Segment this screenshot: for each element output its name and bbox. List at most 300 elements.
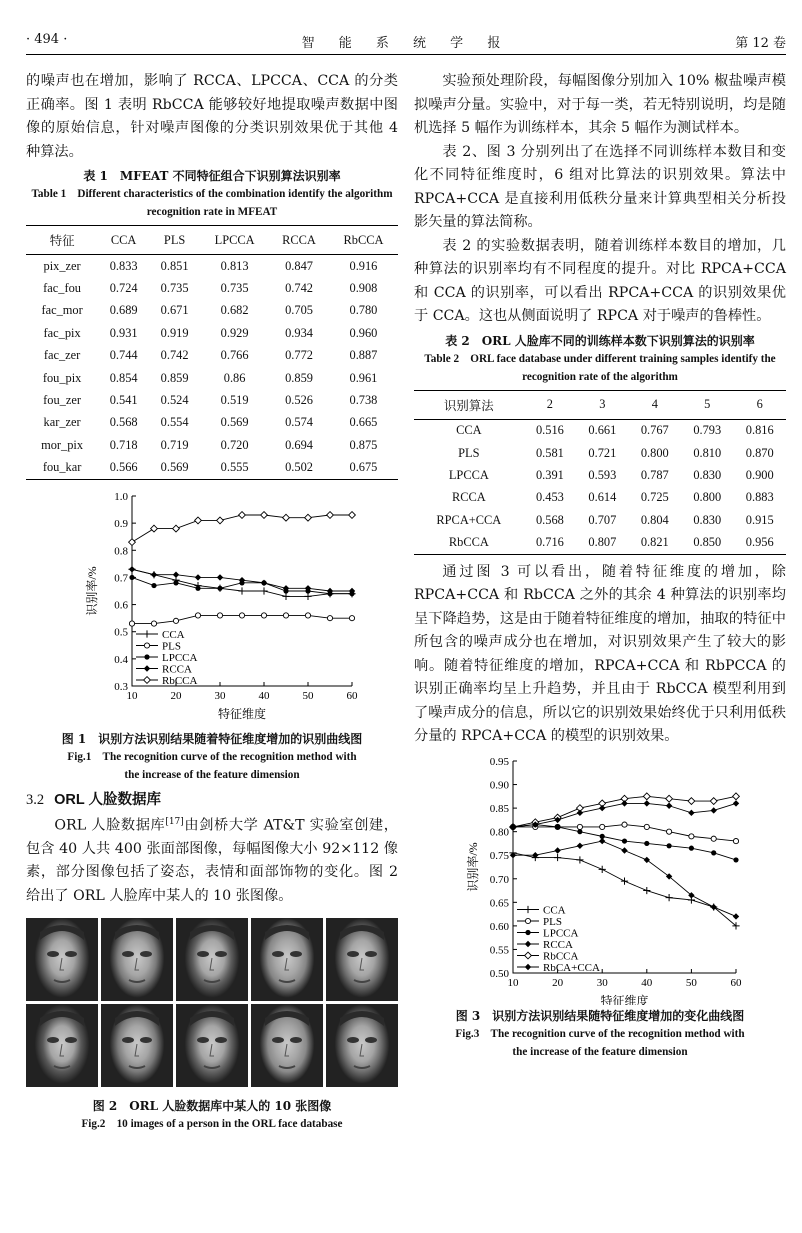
circle-marker xyxy=(239,613,244,618)
diamond-marker xyxy=(733,800,739,806)
table-cell: CCA xyxy=(456,423,482,438)
table-cell: 0.574 xyxy=(285,415,313,430)
table-cell: fou_zer xyxy=(43,392,81,407)
face-image xyxy=(176,918,248,1001)
table-cell: 0.719 xyxy=(160,437,189,452)
table-cell: kar_zer xyxy=(43,415,81,430)
legend-label: PLS xyxy=(543,915,562,928)
face-image xyxy=(101,1004,173,1087)
table-cell: fac_pix xyxy=(43,325,81,340)
table-row xyxy=(414,487,786,509)
figure2-caption-en: Fig.2 10 images of a person in the ORL face database xyxy=(81,1118,343,1131)
paragraph-text: ORL 人脸数据库 xyxy=(54,817,166,834)
circle-marker xyxy=(144,654,149,659)
table-cell: 0.793 xyxy=(693,423,722,438)
circle-marker xyxy=(195,585,200,590)
plus-marker xyxy=(599,866,606,873)
face-image xyxy=(251,918,323,1001)
table-cell: RPCA+CCA xyxy=(436,512,502,527)
diamond-marker xyxy=(349,511,356,518)
diamond-marker xyxy=(144,676,151,683)
y-axis-label: 识别率/% xyxy=(85,566,99,616)
table-cell: 0.526 xyxy=(285,392,313,407)
table-cell: 0.453 xyxy=(535,490,564,505)
circle-marker xyxy=(261,613,266,618)
plus-marker xyxy=(576,856,583,863)
table-cell: fac_mor xyxy=(41,303,83,318)
section-number: 3.2 xyxy=(26,791,45,808)
circle-marker xyxy=(173,580,178,585)
table-cell: 0.516 xyxy=(535,423,564,438)
legend-label: RCCA xyxy=(162,663,192,676)
x-tick-label: 40 xyxy=(258,689,270,702)
diamond-marker xyxy=(554,847,560,853)
y-tick-label: 0.4 xyxy=(114,653,128,666)
table2 xyxy=(414,390,786,555)
table-cell: 0.908 xyxy=(349,281,378,296)
table-cell: 0.391 xyxy=(535,467,564,482)
table-cell: 0.931 xyxy=(109,325,138,340)
diamond-marker xyxy=(666,795,673,802)
table-row xyxy=(26,389,398,411)
diamond-marker xyxy=(261,511,268,518)
diamond-marker xyxy=(151,525,158,532)
diamond-marker xyxy=(510,824,516,830)
circle-marker xyxy=(644,824,649,829)
figure2-caption-cn: 图 2 ORL 人脸数据库中某人的 10 张图像 xyxy=(92,1099,332,1114)
table-cell: 0.519 xyxy=(220,392,249,407)
table-cell: pix_zer xyxy=(43,258,81,273)
series-pls xyxy=(129,613,354,626)
circle-marker xyxy=(327,615,332,620)
circle-marker xyxy=(733,838,738,843)
diamond-marker xyxy=(129,538,136,545)
x-tick-label: 60 xyxy=(730,976,742,989)
circle-marker xyxy=(195,613,200,618)
circle-marker xyxy=(711,850,716,855)
circle-marker xyxy=(525,918,530,923)
legend-label: CCA xyxy=(162,628,185,641)
x-tick-label: 30 xyxy=(596,976,608,989)
x-tick-label: 60 xyxy=(346,689,358,702)
y-tick-label: 0.60 xyxy=(489,920,509,933)
table-cell: 0.738 xyxy=(349,392,378,407)
circle-marker xyxy=(644,841,649,846)
table-header-row xyxy=(26,226,398,255)
circle-marker xyxy=(577,829,582,834)
table-cell: 0.810 xyxy=(693,445,722,460)
table-cell: 0.566 xyxy=(98,456,149,479)
legend-label: PLS xyxy=(162,640,181,653)
table-cell: 0.689 xyxy=(109,303,138,318)
table-cell: RbCCA xyxy=(414,531,524,554)
y-tick-label: 0.95 xyxy=(489,755,509,768)
table-cell: 0.859 xyxy=(160,370,189,385)
diamond-marker xyxy=(666,802,672,808)
diamond-marker xyxy=(261,579,267,585)
table-cell: 0.916 xyxy=(349,258,378,273)
diamond-marker xyxy=(644,800,650,806)
diamond-marker xyxy=(327,511,334,518)
circle-marker xyxy=(283,613,288,618)
diamond-marker xyxy=(195,517,202,524)
x-tick-label: 50 xyxy=(685,976,697,989)
circle-marker xyxy=(129,575,134,580)
table-cell: 0.859 xyxy=(285,370,313,385)
table-row xyxy=(26,300,398,322)
diamond-marker xyxy=(217,574,223,580)
table-cell: 0.742 xyxy=(160,348,189,363)
table-row xyxy=(414,509,786,531)
circle-marker xyxy=(600,824,605,829)
table-cell: 0.554 xyxy=(160,415,189,430)
y-tick-label: 0.75 xyxy=(489,849,509,862)
plus-marker xyxy=(304,593,311,600)
plus-marker xyxy=(621,877,628,884)
table-cell: 0.813 xyxy=(220,258,249,273)
diamond-marker xyxy=(688,809,694,815)
face-image xyxy=(326,918,398,1001)
table-cell: 0.800 xyxy=(693,490,722,505)
plus-marker xyxy=(524,906,531,913)
y-tick-label: 0.3 xyxy=(114,680,128,693)
x-tick-label: 20 xyxy=(170,689,182,702)
table-cell: 0.661 xyxy=(588,423,617,438)
table-cell: fac_zer xyxy=(43,348,81,363)
column-header: 6 xyxy=(733,390,786,419)
face-image xyxy=(326,1004,398,1087)
circle-marker xyxy=(151,621,156,626)
paragraph: 的噪声也在增加，影响了 RCCA、LPCCA、CCA 的分类正确率。图 1 表明 RbCCA 能够较好地提取噪声数据中图像的原始信息，针对噪声图像的分类识别效果优于其他 4 种算法。 xyxy=(26,73,398,160)
face-image xyxy=(176,1004,248,1087)
circle-marker xyxy=(689,845,694,850)
diamond-marker xyxy=(688,797,695,804)
column-header: LPCCA xyxy=(200,226,269,255)
table-cell: 0.887 xyxy=(349,348,378,363)
table-cell: LPCCA xyxy=(448,467,489,482)
table-cell: 0.675 xyxy=(329,456,398,479)
table-cell: 0.821 xyxy=(629,531,681,554)
table-cell: 0.900 xyxy=(745,467,774,482)
plus-marker xyxy=(143,630,150,637)
y-tick-label: 0.55 xyxy=(489,944,509,957)
plus-marker xyxy=(666,894,673,901)
diamond-marker xyxy=(305,514,312,521)
series-rbcca xyxy=(129,511,356,545)
legend-label: RbCCA xyxy=(543,950,579,963)
table-cell: 0.830 xyxy=(693,467,722,482)
table-row xyxy=(26,434,398,456)
table-cell: 0.569 xyxy=(220,415,249,430)
plus-marker xyxy=(643,887,650,894)
table-cell: 0.804 xyxy=(640,512,669,527)
table-cell: 0.724 xyxy=(109,281,138,296)
diamond-marker xyxy=(173,571,179,577)
volume-label: 第 12 卷 xyxy=(735,36,786,51)
running-header xyxy=(26,30,786,56)
column-header: RbCCA xyxy=(329,226,398,255)
diamond-marker xyxy=(599,805,605,811)
diamond-marker xyxy=(621,800,627,806)
table-cell: 0.919 xyxy=(160,325,189,340)
table-cell: PLS xyxy=(458,445,480,460)
table-cell: 0.854 xyxy=(109,370,138,385)
y-axis-label: 识别率/% xyxy=(466,842,480,892)
page-number: · 494 · xyxy=(26,32,68,47)
table1-caption-cn: 表 1 MFEAT 不同特征组合下识别算法识别率 xyxy=(83,169,341,183)
diamond-marker xyxy=(643,793,650,800)
table-cell: 0.800 xyxy=(640,445,669,460)
column-header: CCA xyxy=(98,226,149,255)
table-cell: 0.569 xyxy=(149,456,200,479)
series-line xyxy=(132,515,352,542)
diamond-marker xyxy=(733,793,740,800)
table-cell: 0.772 xyxy=(285,348,313,363)
y-tick-label: 0.8 xyxy=(114,545,128,558)
table-cell: 0.915 xyxy=(745,512,774,527)
table-cell: fou_kar xyxy=(26,456,98,479)
circle-marker xyxy=(577,824,582,829)
table-cell: 0.86 xyxy=(223,370,246,385)
figure3-line-chart xyxy=(414,753,786,1005)
table1 xyxy=(26,225,398,480)
table-cell: fou_pix xyxy=(42,370,82,385)
circle-marker xyxy=(129,621,134,626)
table-cell: 0.875 xyxy=(349,437,378,452)
circle-marker xyxy=(689,834,694,839)
diamond-marker xyxy=(525,964,531,970)
left-column xyxy=(26,70,398,1133)
table-cell: 0.665 xyxy=(349,415,378,430)
column-header: 5 xyxy=(681,390,733,419)
y-tick-label: 1.0 xyxy=(114,490,128,503)
series-lpcca xyxy=(510,822,738,863)
y-tick-label: 0.50 xyxy=(489,967,509,980)
table-row xyxy=(414,464,786,486)
y-tick-label: 0.85 xyxy=(489,802,509,815)
table-cell: 0.718 xyxy=(109,437,138,452)
legend-label: CCA xyxy=(543,904,566,917)
x-tick-label: 20 xyxy=(552,976,564,989)
circle-marker xyxy=(667,843,672,848)
table-cell: 0.956 xyxy=(733,531,786,554)
table-cell: 0.960 xyxy=(349,325,378,340)
y-tick-label: 0.5 xyxy=(114,626,128,639)
table-row xyxy=(414,531,786,554)
diamond-marker xyxy=(217,517,224,524)
legend-label: LPCCA xyxy=(543,927,579,940)
table-cell: 0.870 xyxy=(745,445,774,460)
table-row xyxy=(26,277,398,299)
table-row xyxy=(26,367,398,389)
legend-label: LPCCA xyxy=(162,651,198,664)
table-cell: 0.847 xyxy=(285,258,313,273)
table-cell: 0.705 xyxy=(285,303,313,318)
figure1-caption-cn: 图 1 识别方法识别结果随着特征维度增加的识别曲线图 xyxy=(61,731,363,746)
table-cell: 0.568 xyxy=(535,512,564,527)
table-cell: 0.524 xyxy=(160,392,189,407)
diamond-marker xyxy=(525,952,532,959)
journal-name: 智 能 系 统 学 报 xyxy=(301,36,511,51)
y-tick-label: 0.7 xyxy=(114,572,128,585)
table-cell: 0.555 xyxy=(200,456,269,479)
table-cell: 0.694 xyxy=(285,437,313,452)
diamond-marker xyxy=(577,842,583,848)
circle-marker xyxy=(525,930,530,935)
paragraph xyxy=(26,811,398,909)
figure1-line-chart xyxy=(26,488,398,726)
table-cell: 0.780 xyxy=(349,303,378,318)
table-cell: 0.929 xyxy=(220,325,249,340)
column-header: 识别算法 xyxy=(414,390,524,419)
citation: [17] xyxy=(165,816,184,827)
table-header-row xyxy=(414,390,786,419)
diamond-marker xyxy=(173,525,180,532)
table-cell: 0.593 xyxy=(588,467,617,482)
figure3-caption-cn: 图 3 识别方法识别结果随特征维度增加的变化曲线图 xyxy=(455,1008,745,1023)
y-tick-label: 0.65 xyxy=(489,897,509,910)
circle-marker xyxy=(622,838,627,843)
table-cell: 0.850 xyxy=(681,531,733,554)
figure1-caption-en: Fig.1 The recognition curve of the recognition method with the increase of the feature dimension xyxy=(67,750,357,781)
circle-marker xyxy=(144,643,149,648)
diamond-marker xyxy=(621,847,627,853)
figure3-caption-en: Fig.3 The recognition curve of the recognition method with the increase of the feature dimension xyxy=(455,1027,745,1058)
plus-marker xyxy=(554,854,561,861)
diamond-marker xyxy=(710,797,717,804)
table-cell: 0.767 xyxy=(640,423,669,438)
y-tick-label: 0.9 xyxy=(114,517,128,530)
table-cell: 0.707 xyxy=(588,512,617,527)
column-header: 3 xyxy=(576,390,628,419)
table-cell: 0.883 xyxy=(745,490,774,505)
column-header: PLS xyxy=(149,226,200,255)
y-tick-label: 0.90 xyxy=(489,779,509,792)
circle-marker xyxy=(151,583,156,588)
table-cell: 0.744 xyxy=(109,348,138,363)
table-cell: 0.735 xyxy=(220,281,249,296)
table2-caption-cn: 表 2 ORL 人脸库不同的训练样本数下识别算法的识别率 xyxy=(445,333,755,348)
circle-marker xyxy=(217,585,222,590)
table-cell: 0.682 xyxy=(220,303,249,318)
x-tick-label: 50 xyxy=(302,689,314,702)
table-cell: 0.725 xyxy=(640,490,669,505)
x-tick-label: 10 xyxy=(126,689,138,702)
diamond-marker xyxy=(195,574,201,580)
y-tick-label: 0.6 xyxy=(114,599,128,612)
table-cell: 0.830 xyxy=(693,512,722,527)
table-cell: 0.851 xyxy=(160,258,189,273)
column-header: 特征 xyxy=(26,226,98,255)
table-row xyxy=(26,412,398,434)
table-row xyxy=(414,442,786,464)
table-cell: 0.961 xyxy=(349,370,378,385)
circle-marker xyxy=(349,615,354,620)
x-axis-label: 特征维度 xyxy=(600,993,649,1005)
legend-label: RbCCA xyxy=(162,674,198,687)
x-axis-label: 特征维度 xyxy=(217,706,267,721)
table-cell: 0.742 xyxy=(285,281,313,296)
column-header: RCCA xyxy=(269,226,329,255)
diamond-marker xyxy=(144,665,150,671)
table-cell: 0.934 xyxy=(285,325,313,340)
table-cell: 0.766 xyxy=(220,348,249,363)
table-cell: fac_fou xyxy=(43,281,81,296)
table-row xyxy=(26,456,398,479)
paragraph: 实验预处理阶段，每幅图像分别加入 10% 椒盐噪声模拟噪声分量。实验中，对于每一类，若无特别说明，均是随机选择 5 幅作为训练样本，其余 5 幅作为测试样本。 xyxy=(414,73,786,136)
legend xyxy=(517,904,600,974)
paragraph-text: 由剑桥大学 AT&T 实验室创建，包含 40 人共 400 张面部图像，每幅图像大小 92×112 像素，部分图像包括了姿态，表情和面部饰物的变化。图 2 给出了 ORL 人脸库中某人的 10 张图像。 xyxy=(26,817,398,904)
circle-marker xyxy=(622,822,627,827)
table-cell: 0.502 xyxy=(269,456,329,479)
y-tick-label: 0.70 xyxy=(489,873,509,886)
face-image xyxy=(26,1004,98,1087)
circle-marker xyxy=(173,618,178,623)
table-cell: 0.614 xyxy=(588,490,617,505)
table-cell: 0.787 xyxy=(640,467,669,482)
diamond-marker xyxy=(644,856,650,862)
table-cell: 0.735 xyxy=(160,281,189,296)
table-row xyxy=(26,255,398,278)
column-header: 4 xyxy=(629,390,681,419)
table-cell: 0.581 xyxy=(535,445,564,460)
header-rule xyxy=(26,54,786,55)
circle-marker xyxy=(555,824,560,829)
diamond-marker xyxy=(283,514,290,521)
table1-caption-en: Table 1 Different characteristics of the combination identify the algorithm recognition rate in MFEAT xyxy=(31,188,393,218)
x-tick-label: 30 xyxy=(214,689,226,702)
diamond-marker xyxy=(525,941,531,947)
legend-label: RCCA xyxy=(543,938,573,951)
x-tick-label: 40 xyxy=(641,976,653,989)
table-row xyxy=(414,419,786,442)
right-column xyxy=(414,70,786,1061)
circle-marker xyxy=(733,857,738,862)
table-cell: 0.568 xyxy=(109,415,138,430)
diamond-marker xyxy=(599,838,605,844)
circle-marker xyxy=(667,829,672,834)
diamond-marker xyxy=(733,913,739,919)
table-row xyxy=(26,322,398,344)
section-title: ORL 人脸数据库 xyxy=(54,791,161,808)
plus-marker xyxy=(260,587,267,594)
table-cell: 0.833 xyxy=(109,258,138,273)
table-cell: 0.716 xyxy=(524,531,576,554)
diamond-marker xyxy=(239,511,246,518)
paragraph: 通过图 3 可以看出，随着特征维度的增加，除 RPCA+CCA 和 RbCCA 之外的其余 4 种算法的识别率均呈下降趋势，这是由于随着特征维度的增加，抽取的特征中所包含的噪声成分也在增加，对识别效果产生了较大的影响。随着特征维度的增加，RPCA+CCA 和 RbPCCA 的识别正确率均呈上升趋势，并且由于 RbCCA 模型利用到了噪声成分的信息，所以它的识别效果始终优于只利用低秩分量的 RPCA+CCA 的模型的识别效果。 xyxy=(414,563,786,745)
diamond-marker xyxy=(711,807,717,813)
table-cell: RCCA xyxy=(451,490,486,505)
x-tick-label: 10 xyxy=(507,976,519,989)
table-cell: 0.807 xyxy=(576,531,628,554)
face-image xyxy=(251,1004,323,1087)
table-cell: 0.721 xyxy=(588,445,617,460)
circle-marker xyxy=(217,613,222,618)
section-heading xyxy=(26,788,398,809)
y-tick-label: 0.80 xyxy=(489,826,509,839)
table-cell: mor_pix xyxy=(41,437,84,452)
circle-marker xyxy=(305,613,310,618)
face-image xyxy=(26,918,98,1001)
diamond-marker xyxy=(129,566,135,572)
column-header: 2 xyxy=(524,390,576,419)
face-image-grid xyxy=(26,918,398,1087)
diamond-marker xyxy=(577,809,583,815)
table-cell: 0.720 xyxy=(220,437,249,452)
table-cell: 0.671 xyxy=(160,303,189,318)
legend-label: RbCA+CCA xyxy=(543,961,600,974)
plus-marker xyxy=(238,587,245,594)
